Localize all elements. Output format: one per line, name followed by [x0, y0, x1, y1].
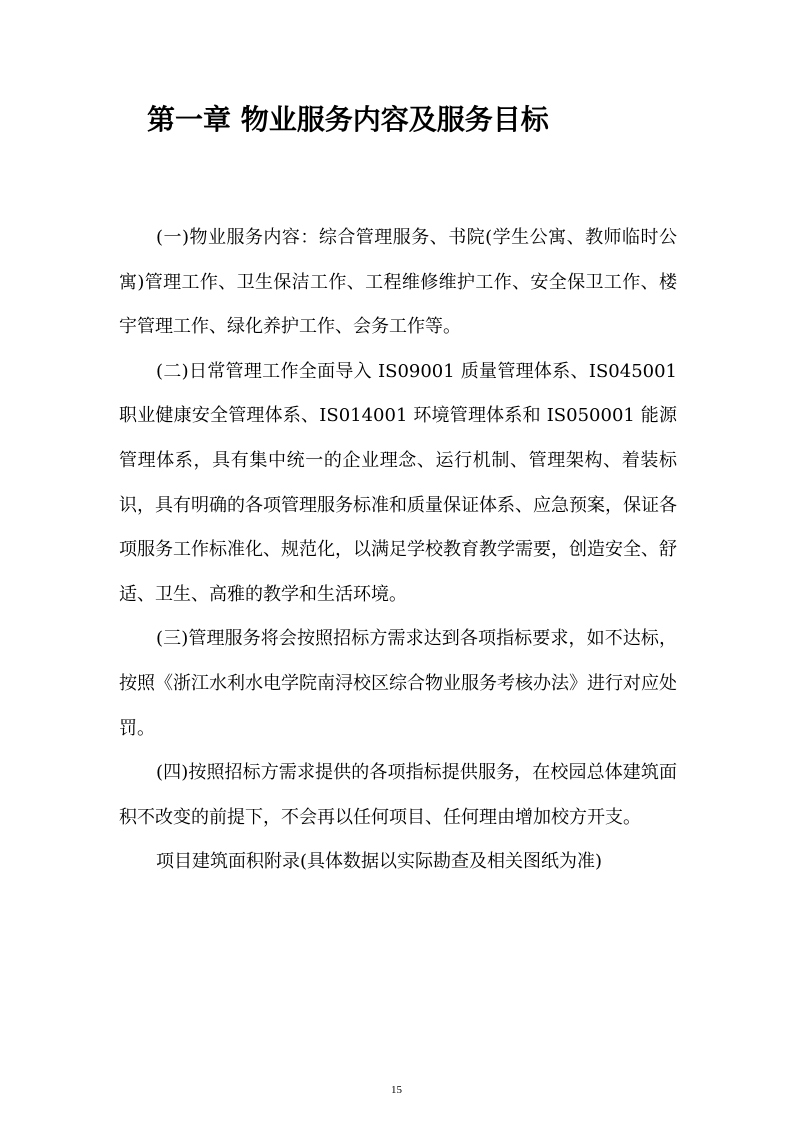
chapter-title: 第一章 物业服务内容及服务目标 [147, 103, 549, 136]
paragraph-assessment: (三)管理服务将会按照招标方需求达到各项指标要求，如不达标，按照《浙江水利水电学院南浔校区综合物业服务考核办法》进行对应处罚。 [119, 628, 677, 739]
paragraph-management-system: (二)日常管理工作全面导入 IS09001 质量管理体系、IS045001 职业健康安全管理体系、IS014001 环境管理体系和 IS050001 能源管理体系，具有集中统一的企业理念、运行机制、管理架构、着装标识，具有明确的各项管理服务标准和质量保证体系、应急预案，保证各项服务工作标准化、规范化，以满足学校教育教学需要，创造安全、舒适、卫生、高雅的教学和生活环境。 [119, 360, 677, 605]
paragraph-no-extra-cost: (四)按照招标方需求提供的各项指标提供服务，在校园总体建筑面积不改变的前提下，不会再以任何项目、任何理由增加校方开支。 [119, 762, 677, 828]
page-number: 15 [391, 1084, 402, 1096]
paragraph-area-appendix: 项目建筑面积附录(具体数据以实际勘查及相关图纸为准) [156, 851, 603, 873]
document-body [119, 216, 677, 885]
paragraph-service-content: (一)物业服务内容：综合管理服务、书院(学生公寓、教师临时公寓)管理工作、卫生保洁工作、工程维修维护工作、安全保卫工作、楼宇管理工作、绿化养护工作、会务工作等。 [119, 227, 677, 338]
